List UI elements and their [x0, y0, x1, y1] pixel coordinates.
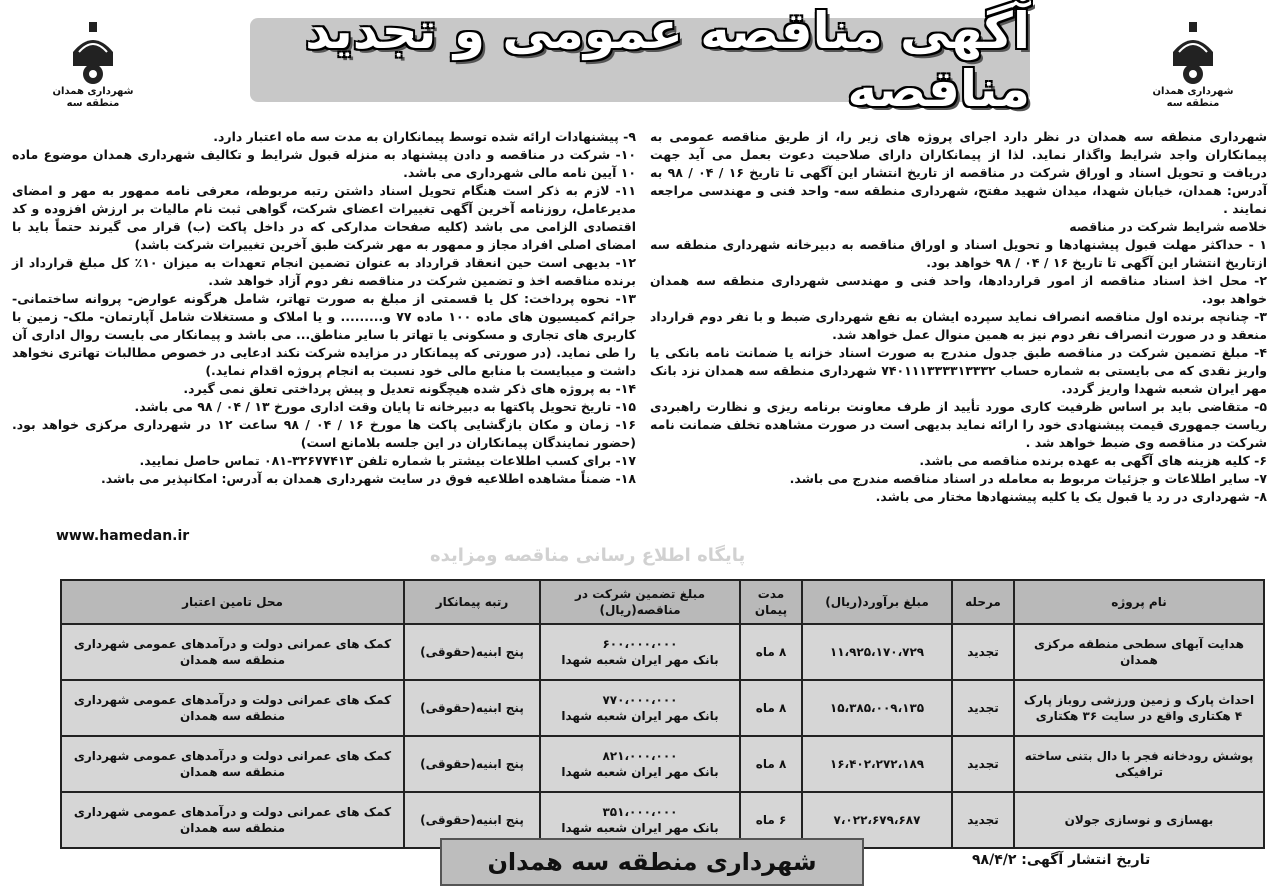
- condition-item: ۱ - حداکثر مهلت قبول پیشنهادها و تحویل اسناد و اوراق مناقصه به دبیرخانه شهرداری منطقه سه ازتاریخ انتشار این آگهی تا تاریخ ۱۶ / ۰۴ / ۹۸ خواهد بود.: [650, 237, 1267, 270]
- project-stage: تجدید: [952, 792, 1014, 848]
- guarantee-amount: ۸۲۱،۰۰۰،۰۰۰: [602, 749, 678, 763]
- conditions-column-right: [650, 128, 1267, 506]
- condition-item: ۱۳- نحوه پرداخت: کل یا قسمتی از مبلغ به صورت تهاتر، شامل هرگونه عوارض- پروانه ساختمانی- جرائم کمیسیون های ماده ۱۰۰ ماده ۷۷ و......... و یا املاک و مستغلات شامل آپارتمان- ملک- زمین با کاربری های تجاری و مسکونی یا تهاتر با سایر مناطق... می باشد و پیمانکار می بایست روال اداری آن را طی نماید. (در صورتی که پیمانکار در مزایده شرکت نکند ادعایی در خصوص مطالبات تهاتری نخواهد داشت و میبایست با منابع مالی خود نسبت به انجام پروژه اقدام نماید.): [12, 291, 636, 378]
- project-estimate: ۱۱،۹۲۵،۱۷۰،۷۲۹: [802, 624, 952, 680]
- guarantee-amount: ۳۵۱،۰۰۰،۰۰۰: [602, 805, 678, 819]
- funding-source: کمک های عمرانی دولت و درآمدهای عمومی شهرداری منطقه سه همدان: [61, 792, 404, 848]
- column-header: محل تامین اعتبار: [61, 580, 404, 624]
- conditions-column-left: [12, 128, 636, 488]
- emblem-icon: [65, 22, 121, 86]
- column-header: مرحله: [952, 580, 1014, 624]
- column-header: مبلغ تضمین شرکت در مناقصه(ریال): [540, 580, 740, 624]
- project-duration: ۶ ماه: [740, 792, 802, 848]
- publish-date: تاریخ انتشار آگهی: ۹۸/۴/۲: [972, 852, 1151, 868]
- guarantee-bank: بانک مهر ایران شعبه شهدا: [561, 653, 719, 667]
- conditions-heading: خلاصه شرایط شرکت در مناقصه: [1069, 219, 1267, 234]
- watermark: پایگاه اطلاع رسانی مناقصه ومزایده: [430, 545, 746, 566]
- condition-item: ۱۵- تاریخ تحویل پاکتها به دبیرخانه تا پایان وقت اداری مورخ ۱۳ / ۰۴ / ۹۸ می باشد.: [134, 399, 636, 414]
- project-name: بهسازی و نوسازی جولان: [1014, 792, 1264, 848]
- condition-item: ۳- چنانچه برنده اول مناقصه انصراف نماید سپرده ایشان به نفع شهرداری ضبط و با نفر دوم قرارداد منعقد و در صورت انصراف نفر دوم نیز به همین منوال عمل خواهد شد.: [650, 309, 1267, 342]
- table-row: [61, 680, 1264, 736]
- signature-text: شهرداری منطقه سه همدان: [487, 848, 817, 876]
- condition-item: ۵- متقاضی باید بر اساس ظرفیت کاری مورد تأیید از طرف معاونت برنامه ریزی و نظارت راهبردی ریاست جمهوری قیمت پیشنهادی خود را ارائه نماید بدیهی است در صورت مشاهده تخلف ضمانت نامه شرکت در مناقصه وی ضبط خواهد شد .: [650, 399, 1267, 450]
- logo-caption-sub: منطقه سه: [1166, 98, 1220, 109]
- guarantee-amount: ۶۰۰،۰۰۰،۰۰۰: [602, 637, 678, 651]
- contractor-rank: پنج ابنیه(حقوقی): [404, 792, 540, 848]
- municipality-logo-right: [1138, 22, 1248, 122]
- project-stage: تجدید: [952, 736, 1014, 792]
- signature-banner: [440, 838, 864, 886]
- contractor-rank: پنج ابنیه(حقوقی): [404, 736, 540, 792]
- logo-caption: شهرداری همدان: [52, 86, 134, 97]
- guarantee-amount: ۷۷۰،۰۰۰،۰۰۰: [602, 693, 678, 707]
- condition-item: ۱۰- شرکت در مناقصه و دادن پیشنهاد به منزله قبول شرایط و تکالیف شهرداری همدان موضوع ماده ۱۰ آیین نامه مالی شهرداری می باشد.: [12, 147, 636, 180]
- guarantee-bank: بانک مهر ایران شعبه شهدا: [561, 709, 719, 723]
- column-header: مبلغ برآورد(ریال): [802, 580, 952, 624]
- funding-source: کمک های عمرانی دولت و درآمدهای عمومی شهرداری منطقه سه همدان: [61, 680, 404, 736]
- funding-source: کمک های عمرانی دولت و درآمدهای عمومی شهرداری منطقه سه همدان: [61, 736, 404, 792]
- condition-item: ۱۱- لازم به ذکر است هنگام تحویل اسناد داشتن رتبه مربوطه، معرفی نامه ممهور به مهر و امضای مدیرعامل، روزنامه آخرین آگهی تغییرات اعضای شرکت، گواهی ثبت نام مالیات بر ارزش افزوده و کد اقتصادی الزامی می باشد (کلیه صفحات مدارکی که در داخل پاکت (ب) قرار می گیرند حتماً باید با امضای اصلی افراد مجاز و ممهور به مهر شرکت طبق آخرین تغییرات شرکت باشد): [12, 183, 636, 252]
- contractor-rank: پنج ابنیه(حقوقی): [404, 680, 540, 736]
- condition-item: ۱۴- به پروژه های ذکر شده هیچگونه تعدیل و پیش پرداختی تعلق نمی گیرد.: [183, 381, 636, 396]
- project-name: پوشش رودخانه فجر با دال بتنی ساخته ترافیکی: [1014, 736, 1264, 792]
- condition-item: ۹- پیشنهادات ارائه شده توسط پیمانکاران به مدت سه ماه اعتبار دارد.: [213, 129, 636, 144]
- condition-item: ۲- محل اخذ اسناد مناقصه از امور قراردادها، واحد فنی و مهندسی شهرداری منطقه سه همدان خواهد بود.: [650, 273, 1267, 306]
- title-banner: [250, 2, 1030, 118]
- intro-paragraph: شهرداری منطقه سه همدان در نظر دارد اجرای پروژه های زیر را، از طریق مناقصه عمومی به پیمانکاران واجد شرایط واگذار نماید. لذا از پیمانکاران دارای صلاحیت دعوت بعمل می آید جهت دریافت و تحویل اسناد و اوراق شرکت در مناقصه از تاریخ انتشار این آگهی تا تاریخ ۱۶ / ۰۴ / ۹۸ به آدرس: همدان، خیابان شهدا، میدان شهید مفتح، شهرداری منطقه سه- واحد فنی و مهندسی مراجعه نمایند .: [650, 129, 1267, 216]
- logo-caption: شهرداری همدان: [1152, 86, 1234, 97]
- contractor-rank: پنج ابنیه(حقوقی): [404, 624, 540, 680]
- projects-table: [60, 579, 1265, 849]
- logo-caption-sub: منطقه سه: [66, 98, 120, 109]
- funding-source: کمک های عمرانی دولت و درآمدهای عمومی شهرداری منطقه سه همدان: [61, 624, 404, 680]
- condition-item: ۱۶- زمان و مکان بازگشایی پاکت ها مورخ ۱۶ / ۰۴ / ۹۸ ساعت ۱۲ در شهرداری مرکزی خواهد بود. (حضور نمایندگان پیمانکاران در این جلسه بلامانع است): [12, 417, 636, 450]
- project-stage: تجدید: [952, 624, 1014, 680]
- website-link[interactable]: www.hamedan.ir: [56, 528, 190, 544]
- table-header-row: [61, 580, 1264, 624]
- column-header: نام پروژه: [1014, 580, 1264, 624]
- project-name: احداث پارک و زمین ورزشی روباز پارک ۴ هکتاری واقع در سایت ۳۶ هکتاری: [1014, 680, 1264, 736]
- condition-item: ۱۷- برای کسب اطلاعات بیشتر با شماره تلفن ۳۲۶۷۷۴۱۳-۰۸۱ تماس حاصل نمایید.: [139, 453, 636, 468]
- project-stage: تجدید: [952, 680, 1014, 736]
- project-name: هدایت آبهای سطحی منطقه مرکزی همدان: [1014, 624, 1264, 680]
- header: [0, 0, 1277, 118]
- emblem-icon: [1165, 22, 1221, 86]
- column-header: رتبه پیمانکار: [404, 580, 540, 624]
- project-guarantee: [540, 736, 740, 792]
- guarantee-bank: بانک مهر ایران شعبه شهدا: [561, 765, 719, 779]
- table-row: [61, 624, 1264, 680]
- project-estimate: ۱۶،۴۰۲،۲۷۲،۱۸۹: [802, 736, 952, 792]
- condition-item: ۷- سایر اطلاعات و جزئیات مربوط به معامله در اسناد مناقصه مندرج می باشد.: [789, 471, 1267, 486]
- project-guarantee: [540, 680, 740, 736]
- condition-item: ۱۸- ضمناً مشاهده اطلاعیه فوق در سایت شهرداری همدان به آدرس: امکانپذیر می باشد.: [100, 471, 636, 486]
- municipality-logo-left: [38, 22, 148, 122]
- project-duration: ۸ ماه: [740, 680, 802, 736]
- project-duration: ۸ ماه: [740, 736, 802, 792]
- condition-item: ۱۲- بدیهی است حین انعقاد قرارداد به عنوان تضمین انجام تعهدات به میزان ۱۰٪ کل مبلغ قرارداد از برنده مناقصه اخذ و تضمین شرکت در مناقصه نفر دوم آزاد خواهد شد.: [12, 255, 637, 288]
- project-estimate: ۷،۰۲۲،۶۷۹،۶۸۷: [802, 792, 952, 848]
- table-row: [61, 736, 1264, 792]
- page-title: آگهی مناقصه عمومی و تجدید مناقصه: [305, 2, 1030, 118]
- condition-item: ۶- کلیه هزینه های آگهی به عهده برنده مناقصه می باشد.: [919, 453, 1267, 468]
- column-header: مدت پیمان: [740, 580, 802, 624]
- condition-item: ۴- مبلغ تضمین شرکت در مناقصه طبق جدول مندرج به صورت اسناد خزانه یا ضمانت نامه بانکی یا واریز نقدی که می بایستی به شماره حساب ۷۴۰۱۱۱۳۳۳۳۱۳۳۳۲ شهرداری منطقه سه همدان نزد بانک مهر ایران شعبه شهدا واریز گردد.: [650, 345, 1267, 396]
- project-guarantee: [540, 624, 740, 680]
- project-estimate: ۱۵،۳۸۵،۰۰۹،۱۳۵: [802, 680, 952, 736]
- condition-item: ۸- شهرداری در رد یا قبول یک یا کلیه پیشنهادها مختار می باشد.: [875, 489, 1267, 504]
- project-duration: ۸ ماه: [740, 624, 802, 680]
- guarantee-bank: بانک مهر ایران شعبه شهدا: [561, 821, 719, 835]
